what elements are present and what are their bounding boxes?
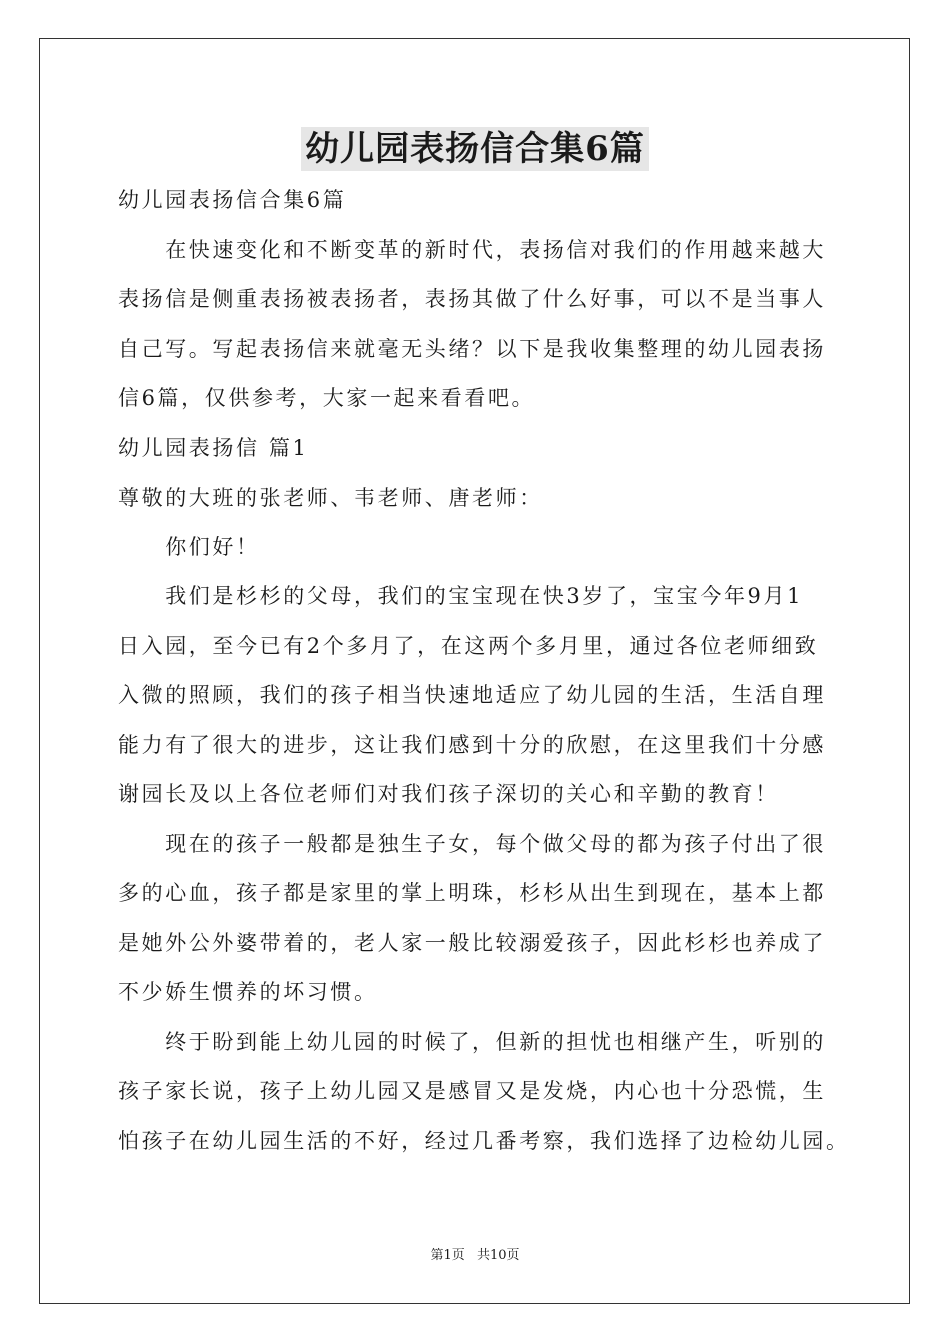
paragraph-line: 在快速变化和不断变革的新时代，表扬信对我们的作用越来越大	[118, 238, 826, 262]
paragraph-line: 不少娇生惯养的坏习惯。	[118, 980, 378, 1004]
page-number: 第1页	[430, 1248, 465, 1263]
page-footer	[0, 1247, 950, 1265]
greeting-line: 你们好！	[118, 535, 260, 559]
paragraph-line: 自己写。写起表扬信来就毫无头绪？以下是我收集整理的幼儿园表扬	[118, 337, 826, 361]
paragraph-line: 日入园，至今已有2个多月了，在这两个多月里，通过各位老师细致	[118, 634, 819, 658]
paragraph-line: 是她外公外婆带着的，老人家一般比较溺爱孩子，因此杉杉也养成了	[118, 931, 826, 955]
paragraph-line: 我们是杉杉的父母，我们的宝宝现在快3岁了，宝宝今年9月1	[118, 584, 804, 608]
page-border	[39, 38, 910, 1304]
paragraph-line: 孩子家长说，孩子上幼儿园又是感冒又是发烧，内心也十分恐慌，生	[118, 1079, 826, 1103]
paragraph-line: 现在的孩子一般都是独生子女，每个做父母的都为孩子付出了很	[118, 832, 826, 856]
subtitle-line: 幼儿园表扬信合集6篇	[118, 188, 347, 212]
section-heading: 幼儿园表扬信 篇1	[118, 436, 309, 460]
salutation-line: 尊敬的大班的张老师、韦老师、唐老师：	[118, 486, 543, 510]
paragraph-line: 能力有了很大的进步，这让我们感到十分的欣慰，在这里我们十分感	[118, 733, 826, 757]
title-container	[0, 127, 950, 171]
paragraph-line: 谢园长及以上各位老师们对我们孩子深切的关心和辛勤的教育！	[118, 782, 779, 806]
paragraph-line: 表扬信是侧重表扬被表扬者，表扬其做了什么好事，可以不是当事人	[118, 287, 826, 311]
page-total: 共10页	[476, 1248, 520, 1263]
paragraph-line: 入微的照顾，我们的孩子相当快速地适应了幼儿园的生活，生活自理	[118, 683, 826, 707]
document-title: 幼儿园表扬信合集6篇	[301, 127, 649, 171]
paragraph-line: 多的心血，孩子都是家里的掌上明珠，杉杉从出生到现在，基本上都	[118, 881, 826, 905]
paragraph-line: 终于盼到能上幼儿园的时候了，但新的担忧也相继产生，听别的	[118, 1030, 826, 1054]
paragraph-line: 怕孩子在幼儿园生活的不好，经过几番考察，我们选择了边检幼儿园。	[118, 1129, 850, 1153]
paragraph-line: 信6篇，仅供参考，大家一起来看看吧。	[118, 386, 536, 410]
